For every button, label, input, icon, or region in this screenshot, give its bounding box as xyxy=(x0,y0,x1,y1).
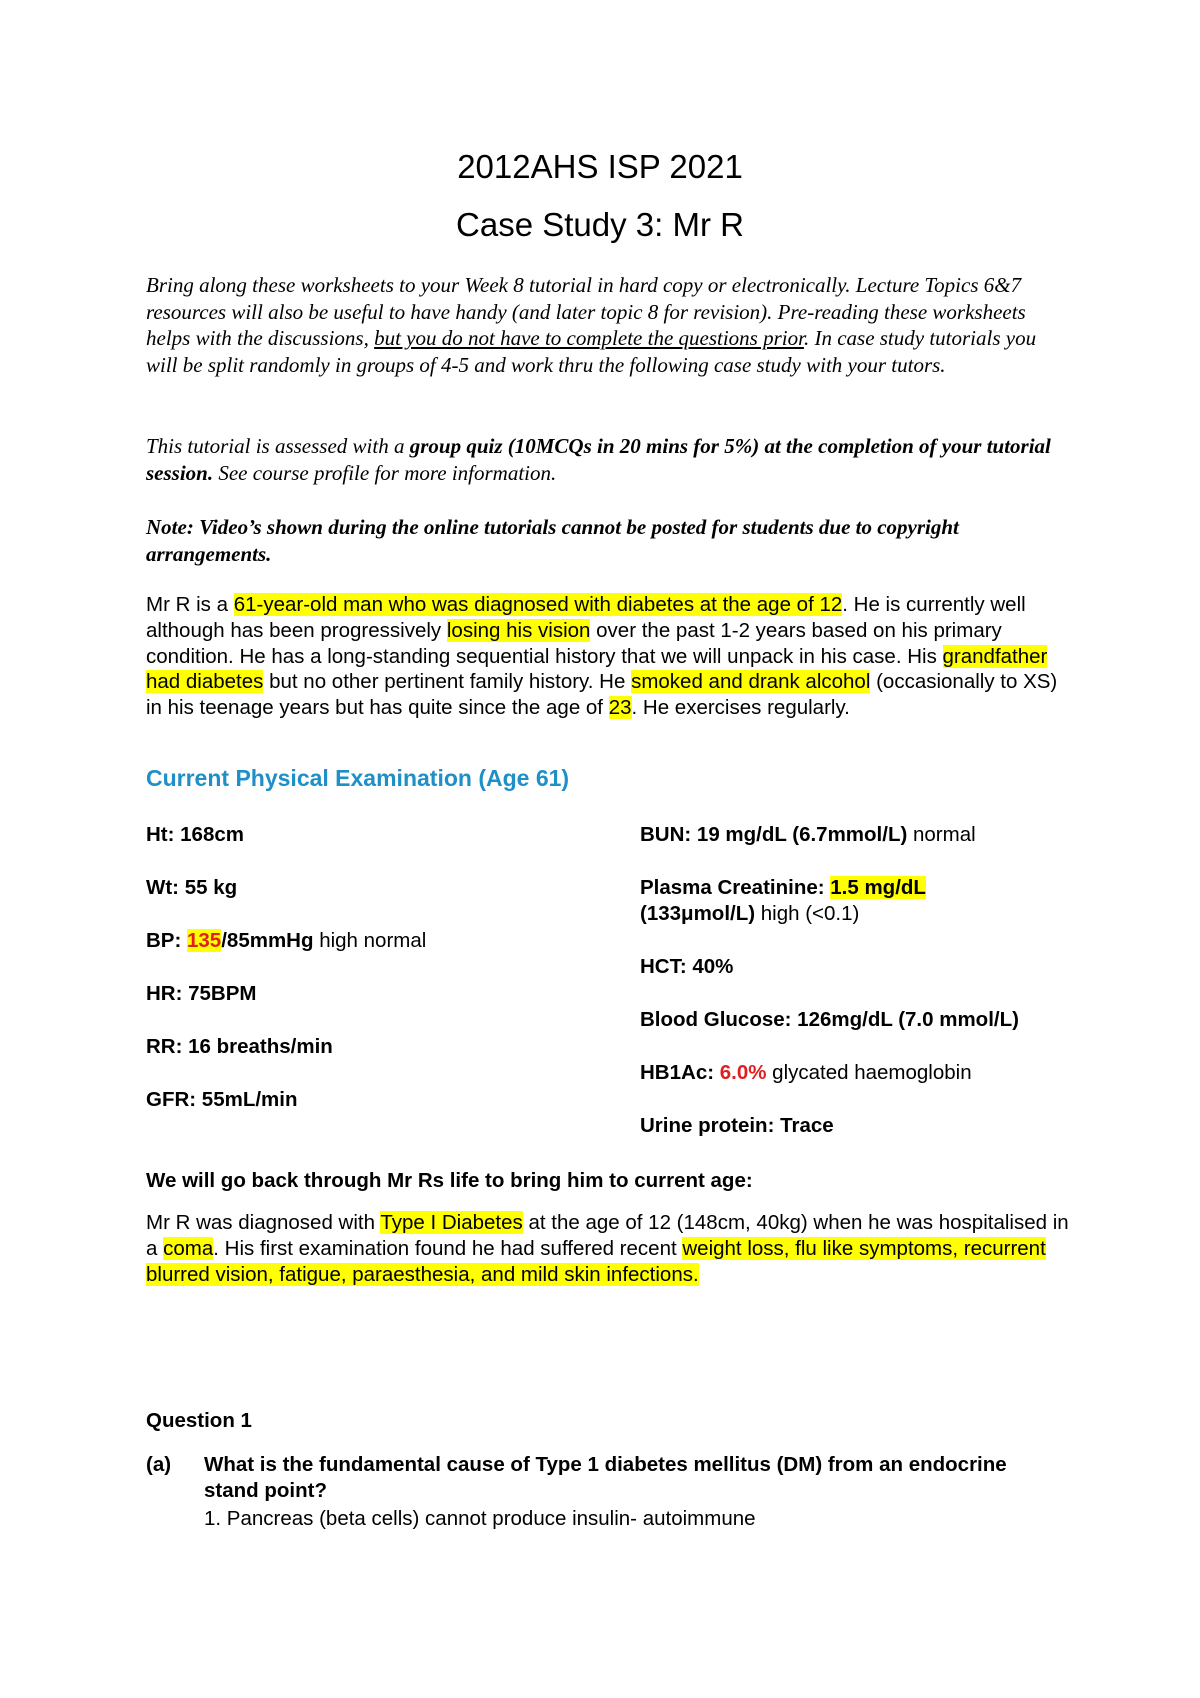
highlight-smoking: smoked and drank alcohol xyxy=(631,670,871,694)
story-text: . He exercises regularly. xyxy=(631,696,850,720)
intro-text-end: . In case study tutorials you will be split randomly in groups of 4-5 and work thru the following case study with your tutors. xyxy=(146,326,1037,377)
highlight-age: 61-year-old man who was diagnosed with diabetes at the age of 12 xyxy=(233,593,843,616)
heart-rate-value: HR: 75BPM xyxy=(146,982,257,1005)
blood-pressure-value xyxy=(146,928,616,981)
story-text: . He is currently well although has been progressively xyxy=(146,593,1026,642)
story-text: (occasionally to XS) in his teenage years but has quite since the age of xyxy=(146,670,1058,720)
intro-paragraph xyxy=(146,272,1066,378)
story-text: but no other pertinent family history. He xyxy=(263,670,632,694)
assessment-text-end: See course profile for more information. xyxy=(213,460,557,485)
weight-value: Wt: 55 kg xyxy=(146,876,238,899)
document-title: 2012AHS ISP 2021 xyxy=(457,148,743,185)
bun-text: BUN: 19 mg/dL (6.7mmol/L) xyxy=(640,823,908,846)
patient-summary-paragraph xyxy=(146,592,1076,721)
story-text: Mr R is a xyxy=(146,593,234,616)
bp-systolic: 135 xyxy=(187,929,222,952)
assessment-bold-text: group quiz (10MCQs in 20 mins for 5%) at the completion of your tutorial session. xyxy=(146,434,1051,485)
highlight-vision: losing his vision xyxy=(446,618,591,642)
assessment-paragraph xyxy=(146,433,1066,486)
exam-heading: Current Physical Examination (Age 61) xyxy=(146,765,570,791)
highlight-quit-age: 23 xyxy=(608,696,632,720)
highlight-family: grandfather had diabetes xyxy=(146,644,1048,694)
highlight-symptoms: weight loss, flu like symptoms, recurrent blurred vision, fatigue, paraesthesia, and mild skin infections. xyxy=(146,1236,1046,1286)
history-heading: We will go back through Mr Rs life to bring him to current age: xyxy=(146,1169,753,1192)
question-1a-label: (a) xyxy=(146,1453,172,1476)
hba1c-note: glycated haemoglobin xyxy=(766,1061,972,1084)
hba1c-value xyxy=(640,1060,1090,1113)
question-1-heading: Question 1 xyxy=(146,1409,252,1432)
intro-text: Bring along these worksheets to your Week 8 tutorial in hard copy or electronically. Lecture Topics 6&7 resources will also be useful to have handy (and later topic 8 for revision). Pre-reading these worksheets helps with the discussions, xyxy=(146,273,1026,350)
gfr-value: GFR: 55mL/min xyxy=(146,1088,298,1111)
creatinine-label: Plasma Creatinine: xyxy=(640,876,831,899)
creatinine-value xyxy=(640,875,1090,954)
height-value: Ht: 168cm xyxy=(146,823,244,846)
creatinine-umol: (133μmol/L) xyxy=(640,902,756,925)
highlight-type1: Type I Diabetes xyxy=(380,1211,523,1234)
intro-underlined-text: but you do not have to complete the questions prior xyxy=(374,326,804,350)
bun-note: normal xyxy=(907,823,976,846)
diag-text: Mr R was diagnosed with xyxy=(146,1211,381,1234)
bp-diastolic: /85mmHg xyxy=(221,929,314,952)
diag-text: . His first examination found he had suffered recent xyxy=(213,1236,683,1260)
hct-value: HCT: 40% xyxy=(640,955,734,978)
labs-column xyxy=(640,822,1090,1166)
urine-protein-value: Urine protein: Trace xyxy=(640,1114,834,1137)
question-1a-answer: 1. Pancreas (beta cells) cannot produce insulin- autoimmune xyxy=(204,1507,756,1530)
question-1a-text: What is the fundamental cause of Type 1 diabetes mellitus (DM) from an endocrine stand point? xyxy=(204,1453,1007,1502)
vitals-column xyxy=(146,822,616,1140)
copyright-note: Note: Video’s shown during the online tutorials cannot be posted for students due to copyright arrangements. xyxy=(146,515,959,566)
respiratory-rate-value: RR: 16 breaths/min xyxy=(146,1035,333,1058)
creatinine-note: high (<0.1) xyxy=(755,902,860,925)
diag-text: at the age of 12 (148cm, 40kg) when he was hospitalised in a xyxy=(146,1211,1069,1260)
hba1c-label: HB1Ac: xyxy=(640,1061,720,1084)
assessment-text: This tutorial is assessed with a xyxy=(146,434,410,458)
creatinine-mgdl: 1.5 mg/dL xyxy=(830,876,926,899)
bun-value xyxy=(640,822,1090,875)
highlight-coma: coma xyxy=(163,1236,214,1260)
blood-glucose-value: Blood Glucose: 126mg/dL (7.0 mmol/L) xyxy=(640,1008,1019,1031)
hba1c-percent: 6.0% xyxy=(719,1061,767,1084)
bp-note: high normal xyxy=(313,929,427,952)
bp-label: BP: xyxy=(146,929,187,952)
diagnosis-paragraph xyxy=(146,1210,1076,1287)
document-subtitle: Case Study 3: Mr R xyxy=(456,206,744,243)
story-text: over the past 1-2 years based on his primary condition. He has a long-standing sequential history that we will unpack in his case. His xyxy=(146,618,1002,668)
